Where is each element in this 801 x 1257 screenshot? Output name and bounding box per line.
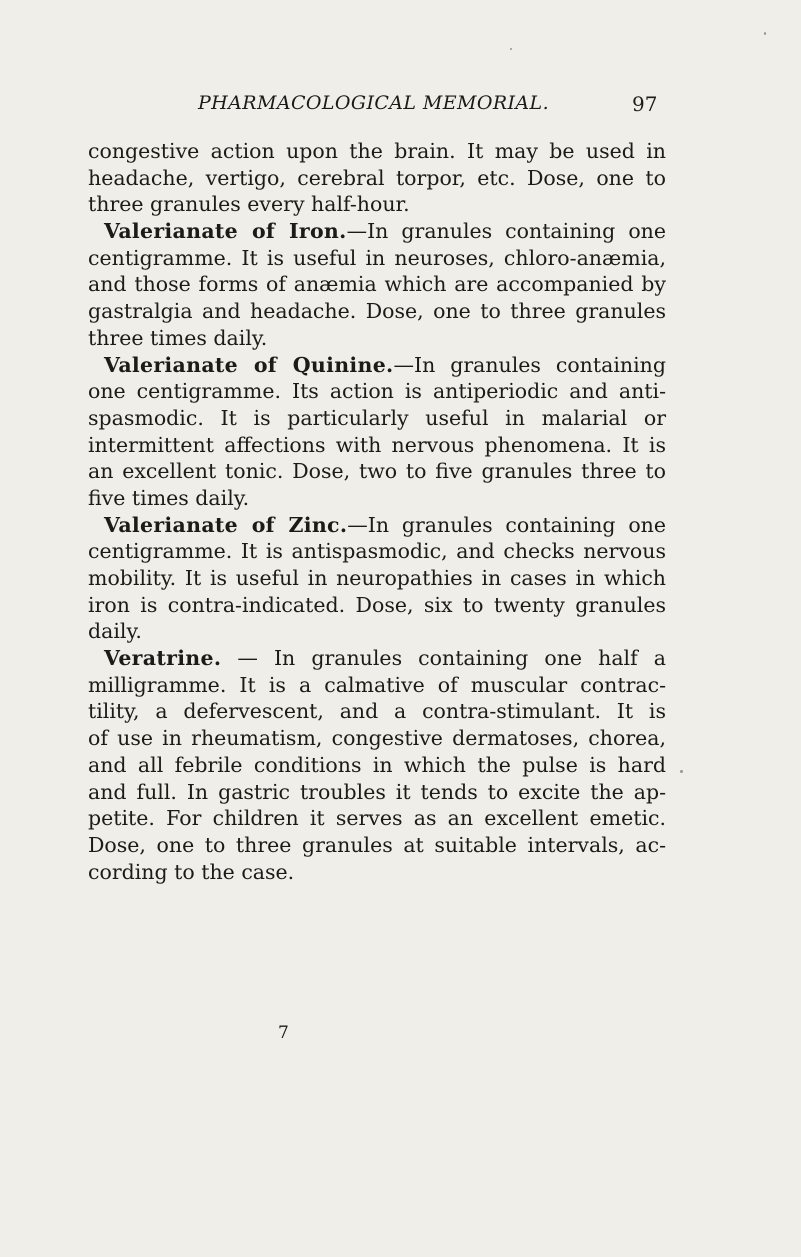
entry-first-line <box>88 512 666 539</box>
entry-text: —In granules containing one <box>347 512 666 537</box>
entry-first-line <box>88 218 666 245</box>
text-line: spasmodic. It is particularly useful in malarial or <box>88 405 666 430</box>
text-line: and all febrile conditions in which the pulse is hard <box>88 752 666 777</box>
entry-term: Valerianate of Quinine. <box>104 352 394 377</box>
body-text <box>88 138 666 885</box>
text-line: and those forms of anæmia which are accompanied by <box>88 272 666 297</box>
text-line: gastralgia and headache. Dose, one to three granules <box>88 299 666 324</box>
entry-text: — In granules containing one half a <box>221 646 666 671</box>
paper-speck <box>764 32 766 35</box>
text-line: congestive action upon the brain. It may be used in <box>88 139 666 163</box>
running-title: PHARMACOLOGICAL MEMORIAL. <box>198 92 550 114</box>
entry-term: Valerianate of Iron. <box>104 219 347 244</box>
text-line: cording to the case. <box>88 859 295 884</box>
text-line: one centigramme. Its action is antiperiodic and anti- <box>88 379 666 404</box>
text-line: five times daily. <box>88 485 250 510</box>
text-line: an excellent tonic. Dose, two to five granules three to <box>88 459 666 484</box>
text-line: iron is contra-indicated. Dose, six to twenty granules <box>88 592 666 617</box>
page-number: 97 <box>632 92 658 116</box>
text-line: three granules every half-hour. <box>88 192 410 217</box>
entry-first-line <box>88 645 666 672</box>
text-line: milligramme. It is a calmative of muscular contrac- <box>88 672 666 697</box>
text-line: three times daily. <box>88 325 268 350</box>
text-line: of use in rheumatism, congestive dermatoses, chorea, <box>88 726 666 751</box>
text-line: petite. For children it serves as an excellent emetic. <box>88 806 666 831</box>
text-line: Dose, one to three granules at suitable intervals, ac- <box>88 832 666 857</box>
text-line: centigramme. It is useful in neuroses, chloro-anæmia, <box>88 245 666 270</box>
paper-speck <box>510 48 512 50</box>
text-line: intermittent affections with nervous phenomena. It is <box>88 432 666 457</box>
text-line: tility, a defervescent, and a contra-stimulant. It is <box>88 699 666 724</box>
page-header <box>0 92 801 122</box>
entry-first-line <box>88 352 666 379</box>
signature-mark: 7 <box>278 1023 289 1043</box>
paper-speck <box>680 770 683 773</box>
text-line: mobility. It is useful in neuropathies in cases in which <box>88 566 666 590</box>
entry-text: —In granules containing <box>393 352 666 377</box>
entry-term: Valerianate of Zinc. <box>104 512 348 537</box>
text-line: and full. In gastric troubles it tends to excite the ap- <box>88 779 666 804</box>
entry-text: —In granules containing one <box>346 219 666 244</box>
text-line: headache, vertigo, cerebral torpor, etc. Dose, one to <box>88 165 666 190</box>
entry-term: Veratrine. <box>104 646 222 671</box>
text-line: centigramme. It is antispasmodic, and checks nervous <box>88 539 666 564</box>
text-line: daily. <box>88 619 142 644</box>
